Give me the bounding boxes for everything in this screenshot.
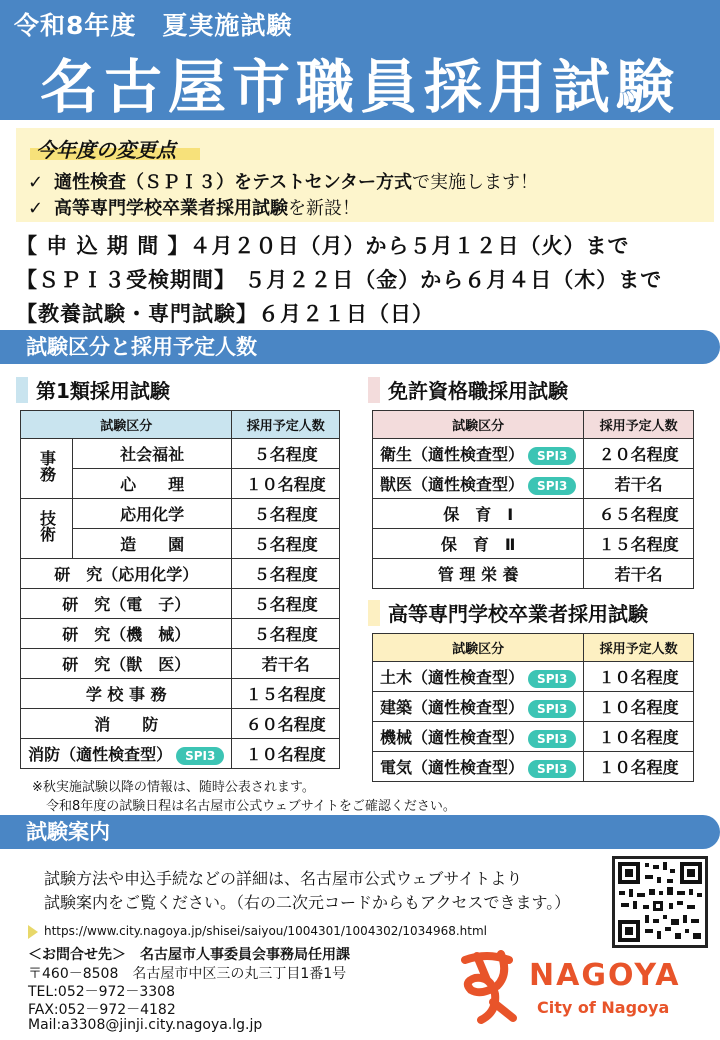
table-row [373, 439, 694, 469]
heading-marker [16, 377, 28, 403]
row-label-with-badge [373, 662, 584, 692]
type1-table [20, 410, 340, 769]
row-label: 獣医（適性検査型） [380, 475, 525, 494]
kosen-heading [368, 598, 648, 627]
spi3-badge: SPI3 [528, 730, 576, 748]
type1-heading [16, 375, 170, 404]
spi3-badge: SPI3 [528, 670, 576, 688]
row-value: ５名程度 [232, 589, 340, 619]
table-row [21, 499, 340, 529]
date-application: 【 申 込 期 間 】４月２０日（月）から５月１２日（火）まで [16, 234, 630, 258]
row-label: 建築（適性検査型） [380, 698, 525, 717]
table-row [21, 559, 340, 589]
changes-box [16, 128, 714, 222]
row-label: 学 校 事 務 [21, 679, 232, 709]
row-label: 造 園 [72, 529, 231, 559]
row-value: １０名程度 [584, 752, 694, 782]
table-row [21, 589, 340, 619]
row-value: １５名程度 [584, 529, 694, 559]
kosen-heading-text: 高等専門学校卒業者採用試験 [388, 602, 648, 626]
row-label: 土木（適性検査型） [380, 668, 525, 687]
col-header-category: 試験区分 [21, 411, 232, 439]
table-header-row [373, 411, 694, 439]
row-label: 保 育 Ⅰ [373, 499, 584, 529]
row-value: ６５名程度 [584, 499, 694, 529]
website-url[interactable]: https://www.city.nagoya.jp/shisei/saiyou/1004301/1004302/1034968.html [44, 924, 487, 938]
table-row [373, 752, 694, 782]
row-value: １０名程度 [232, 469, 340, 499]
page-title: 名古屋市職員採用試験 [39, 53, 680, 121]
table-row [21, 739, 340, 769]
check-icon: ✓ [28, 172, 44, 193]
row-value: 若干名 [584, 469, 694, 499]
row-value: １０名程度 [584, 662, 694, 692]
license-heading-text: 免許資格職採用試験 [388, 379, 568, 403]
row-label: 消 防 [21, 709, 232, 739]
row-label: 衛生（適性検査型） [380, 445, 525, 464]
row-label: 研 究（電 子） [21, 589, 232, 619]
license-heading [368, 375, 568, 404]
row-value: ６０名程度 [232, 709, 340, 739]
group-label-text: 事務 [37, 450, 57, 482]
row-value: ２０名程度 [584, 439, 694, 469]
license-table [372, 410, 694, 589]
date-exam: 【教養試験・専門試験】６月２１日（日） [16, 302, 434, 326]
change-item-text: をテストセンター方式 [234, 172, 413, 193]
contact-heading: ＜お問合せ先＞ 名古屋市人事委員会事務局任用課 [28, 947, 350, 963]
website-link[interactable] [28, 924, 487, 939]
group-label-text: 技術 [37, 510, 57, 542]
info-line: 試験案内をご覧ください。（右の二次元コードからもアクセスできます。） [44, 893, 571, 912]
row-label: 機械（適性検査型） [380, 728, 525, 747]
row-label-with-badge [373, 722, 584, 752]
col-header-count: 採用予定人数 [232, 411, 340, 439]
table-header-row [21, 411, 340, 439]
kosen-table [372, 633, 694, 782]
row-value: 若干名 [584, 559, 694, 589]
table-header-row [373, 634, 694, 662]
contact-address: 〒460－8508 名古屋市中区三の丸三丁目1番1号 [28, 966, 347, 982]
date-spi: 【ＳＰＩ３受検期間】 ５月２２日（金）から６月４日（木）まで [16, 268, 663, 292]
spi3-badge: SPI3 [528, 700, 576, 718]
section-header-guide: 試験案内 [0, 815, 720, 849]
note-line: 令和8年度の試験日程は名古屋市公式ウェブサイトをご確認ください。 [46, 799, 456, 814]
row-value: １５名程度 [232, 679, 340, 709]
change-item-kosen [28, 194, 360, 220]
contact-tel: TEL:052－972－3308 [28, 984, 175, 1000]
row-label: 電気（適性検査型） [380, 758, 525, 777]
changes-heading: 今年度の変更点 [36, 138, 176, 162]
row-label-with-badge [373, 692, 584, 722]
table-row [373, 469, 694, 499]
header-subtitle: 令和8年度 夏実施試験 [14, 11, 293, 40]
table-row [373, 499, 694, 529]
nagoya-logo [455, 948, 715, 1028]
change-item-spi [28, 168, 538, 194]
row-label: 消防（適性検査型） [28, 745, 173, 764]
heading-marker [368, 377, 380, 403]
change-item-text: 高等専門学校卒業者採用試験 [54, 198, 288, 219]
table-row [21, 709, 340, 739]
row-value: ５名程度 [232, 439, 340, 469]
col-header-count: 採用予定人数 [584, 411, 694, 439]
change-item-text: を新設！ [288, 198, 360, 219]
row-label: 研 究（獣 医） [21, 649, 232, 679]
col-header-category: 試験区分 [373, 634, 584, 662]
spi3-badge: SPI3 [528, 477, 576, 495]
row-value: 若干名 [232, 649, 340, 679]
row-value: ５名程度 [232, 529, 340, 559]
spi3-badge: SPI3 [176, 747, 224, 765]
row-label-with-badge [373, 469, 584, 499]
row-value: ５名程度 [232, 559, 340, 589]
row-label-with-badge [373, 439, 584, 469]
row-value: ５名程度 [232, 619, 340, 649]
table-row [373, 662, 694, 692]
table-row [373, 722, 694, 752]
row-label: 社会福祉 [72, 439, 231, 469]
table-row [21, 679, 340, 709]
spi3-badge: SPI3 [528, 760, 576, 778]
heading-marker [368, 600, 380, 626]
col-header-count: 採用予定人数 [584, 634, 694, 662]
row-label: 管 理 栄 養 [373, 559, 584, 589]
row-label: 保 育 Ⅱ [373, 529, 584, 559]
row-label: 応用化学 [72, 499, 231, 529]
row-label: 研 究（機 械） [21, 619, 232, 649]
header-banner [0, 0, 720, 120]
col-header-category: 試験区分 [373, 411, 584, 439]
arrow-icon [28, 925, 38, 939]
logo-wordmark: NAGOYA [529, 958, 681, 993]
qr-code[interactable] [612, 856, 708, 948]
table-row [373, 529, 694, 559]
row-value: ５名程度 [232, 499, 340, 529]
row-value: １０名程度 [232, 739, 340, 769]
row-label: 研 究（応用化学） [21, 559, 232, 589]
note-line: ※秋実施試験以降の情報は、随時公表されます。 [32, 780, 315, 795]
row-value: １０名程度 [584, 722, 694, 752]
group-label-gijutsu [21, 499, 73, 559]
type1-heading-text: 第1類採用試験 [36, 379, 170, 403]
group-label-jimu [21, 439, 73, 499]
row-label-with-badge [21, 739, 232, 769]
table-row [373, 559, 694, 589]
logo-subtext: City of Nagoya [537, 998, 670, 1017]
info-line: 試験方法や申込手続などの詳細は、名古屋市公式ウェブサイトより [44, 869, 523, 888]
contact-fax: FAX:052－972－4182 [28, 1002, 176, 1018]
nagoya-mark-icon [457, 950, 521, 1026]
row-label-with-badge [373, 752, 584, 782]
table-row [21, 649, 340, 679]
change-item-text: 適性検査（ＳＰＩ３） [54, 172, 234, 193]
contact-mail[interactable]: Mail:a3308@jinji.city.nagoya.lg.jp [28, 1017, 263, 1033]
table-row [373, 692, 694, 722]
spi3-badge: SPI3 [528, 447, 576, 465]
section-header-categories: 試験区分と採用予定人数 [0, 330, 720, 364]
qr-code-image [615, 859, 705, 945]
check-icon: ✓ [28, 198, 44, 219]
row-value: １０名程度 [584, 692, 694, 722]
table-row [21, 619, 340, 649]
row-label: 心 理 [72, 469, 231, 499]
change-item-text: で実施します！ [412, 172, 539, 193]
table-row [21, 439, 340, 469]
